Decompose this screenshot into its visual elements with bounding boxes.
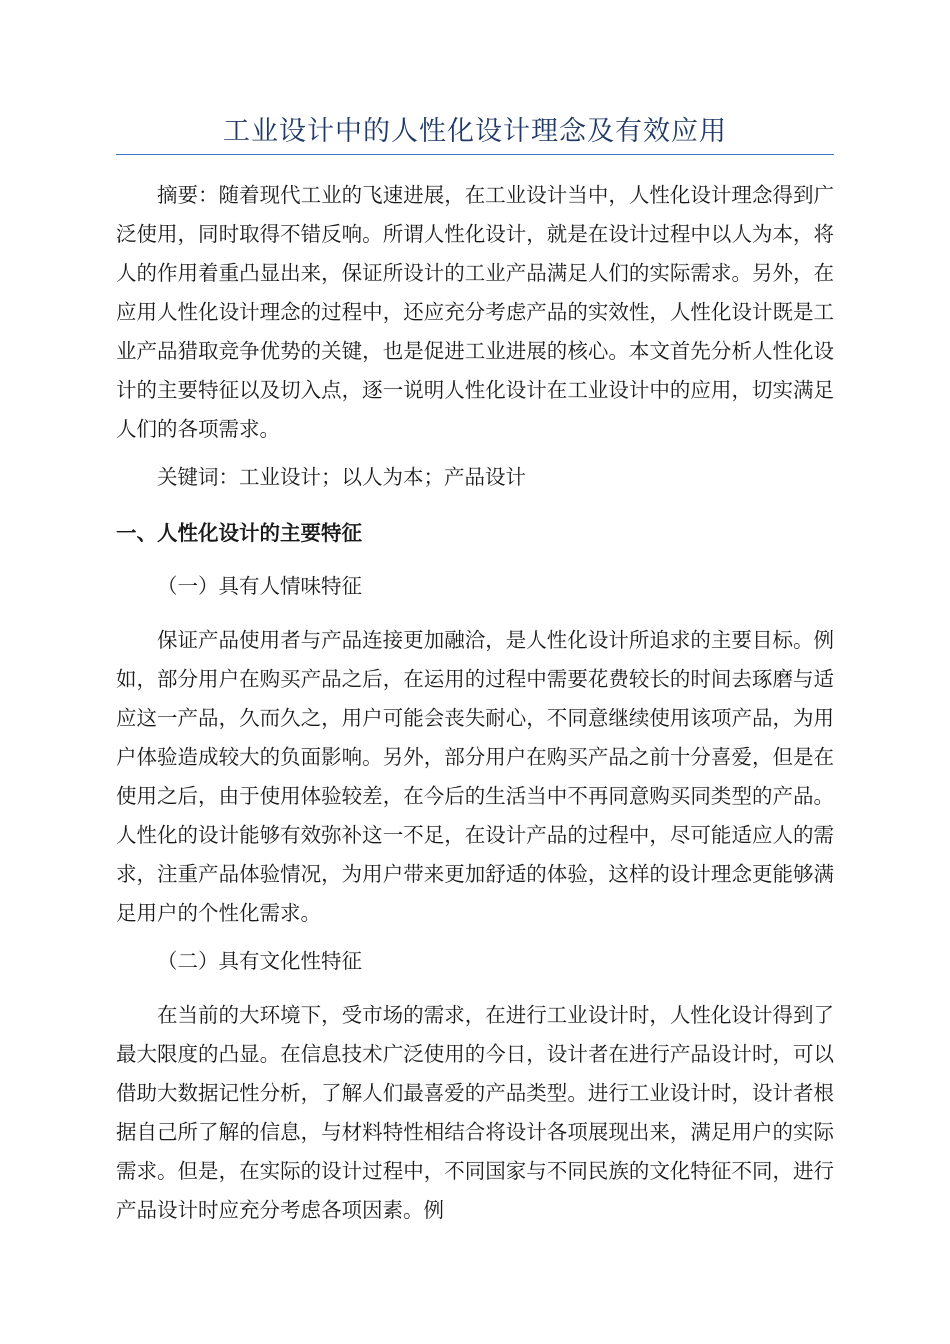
- title-underline: [116, 154, 834, 155]
- subsection-heading-2: （二）具有文化性特征: [157, 949, 362, 973]
- keywords-line: 关键词：工业设计；以人为本；产品设计: [157, 465, 526, 489]
- body-paragraph-1: 保证产品使用者与产品连接更加融洽，是人性化设计所追求的主要目标。例如，部分用户在购买产品之后，在运用的过程中需要花费较长的时间去琢磨与适应这一产品，久而久之，用户可能会丧失耐心，不同意继续使用该项产品，为用户体验造成较大的负面影响。另外，部分用户在购买产品之前十分喜爱，但是在使用之后，由于使用体验较差，在今后的生活当中不再同意购买同类型的产品。人性化的设计能够有效弥补这一不足，在设计产品的过程中，尽可能适应人的需求，注重产品体验情况，为用户带来更加舒适的体验，这样的设计理念更能够满足用户的个性化需求。: [116, 628, 834, 925]
- subsection-heading-1: （一）具有人情味特征: [157, 574, 362, 598]
- document-title: 工业设计中的人性化设计理念及有效应用: [223, 116, 727, 147]
- body-paragraph-2: 在当前的大环境下，受市场的需求，在进行工业设计时，人性化设计得到了最大限度的凸显。在信息技术广泛使用的今日，设计者在进行产品设计时，可以借助大数据记性分析，了解人们最喜爱的产品类型。进行工业设计时，设计者根据自己所了解的信息，与材料特性相结合将设计各项展现出来，满足用户的实际需求。但是，在实际的设计过程中，不同国家与不同民族的文化特征不同，进行产品设计时应充分考虑各项因素。例: [116, 1003, 834, 1222]
- abstract-paragraph: 摘要：随着现代工业的飞速进展，在工业设计当中，人性化设计理念得到广泛使用，同时取得不错反响。所谓人性化设计，就是在设计过程中以人为本，将人的作用着重凸显出来，保证所设计的工业产品满足人们的实际需求。另外，在应用人性化设计理念的过程中，还应充分考虑产品的实效性，人性化设计既是工业产品猎取竞争优势的关键，也是促进工业进展的核心。本文首先分析人性化设计的主要特征以及切入点，逐一说明人性化设计在工业设计中的应用，切实满足人们的各项需求。: [116, 183, 834, 441]
- section-heading: 一、人性化设计的主要特征: [116, 521, 362, 545]
